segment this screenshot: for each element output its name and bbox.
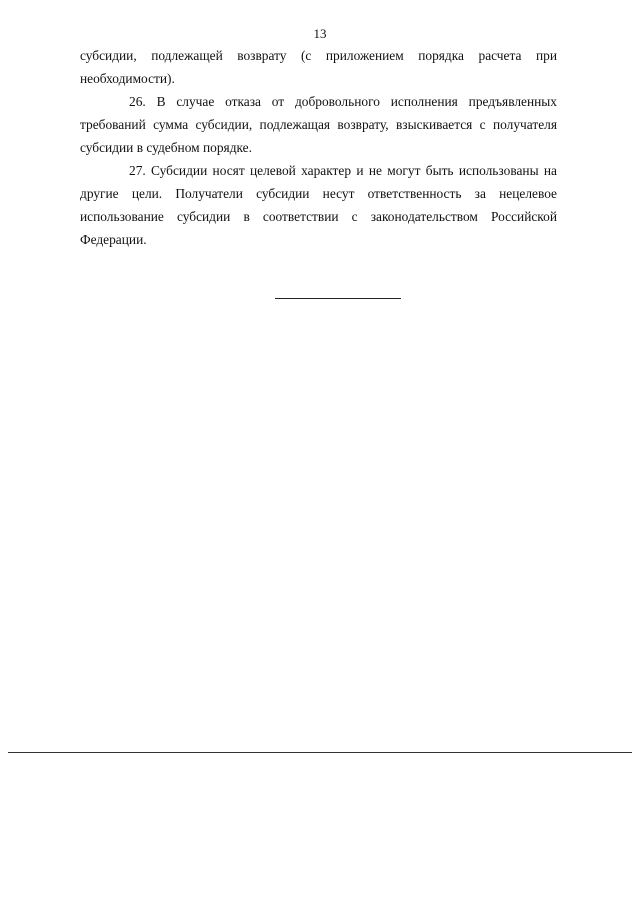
page-number: 13 [313, 26, 327, 41]
paragraph-26: 26. В случае отказа от добровольного исполнения предъявленных требований сумма субсидии, подлежащая возврату, взыскивается с получателя субсидии в судебном порядке. [80, 94, 557, 155]
document-body [80, 44, 557, 251]
paragraph-continuation: субсидии, подлежащей возврату (с приложением порядка расчета при необходимости). [80, 48, 557, 86]
end-of-text-divider [275, 298, 401, 299]
footer-divider [8, 752, 632, 753]
paragraph-27: 27. Субсидии носят целевой характер и не могут быть использованы на другие цели. Получатели субсидии несут ответственность за нецелевое использование субсидии в соответствии с законодательством Российской Федерации. [80, 163, 557, 247]
